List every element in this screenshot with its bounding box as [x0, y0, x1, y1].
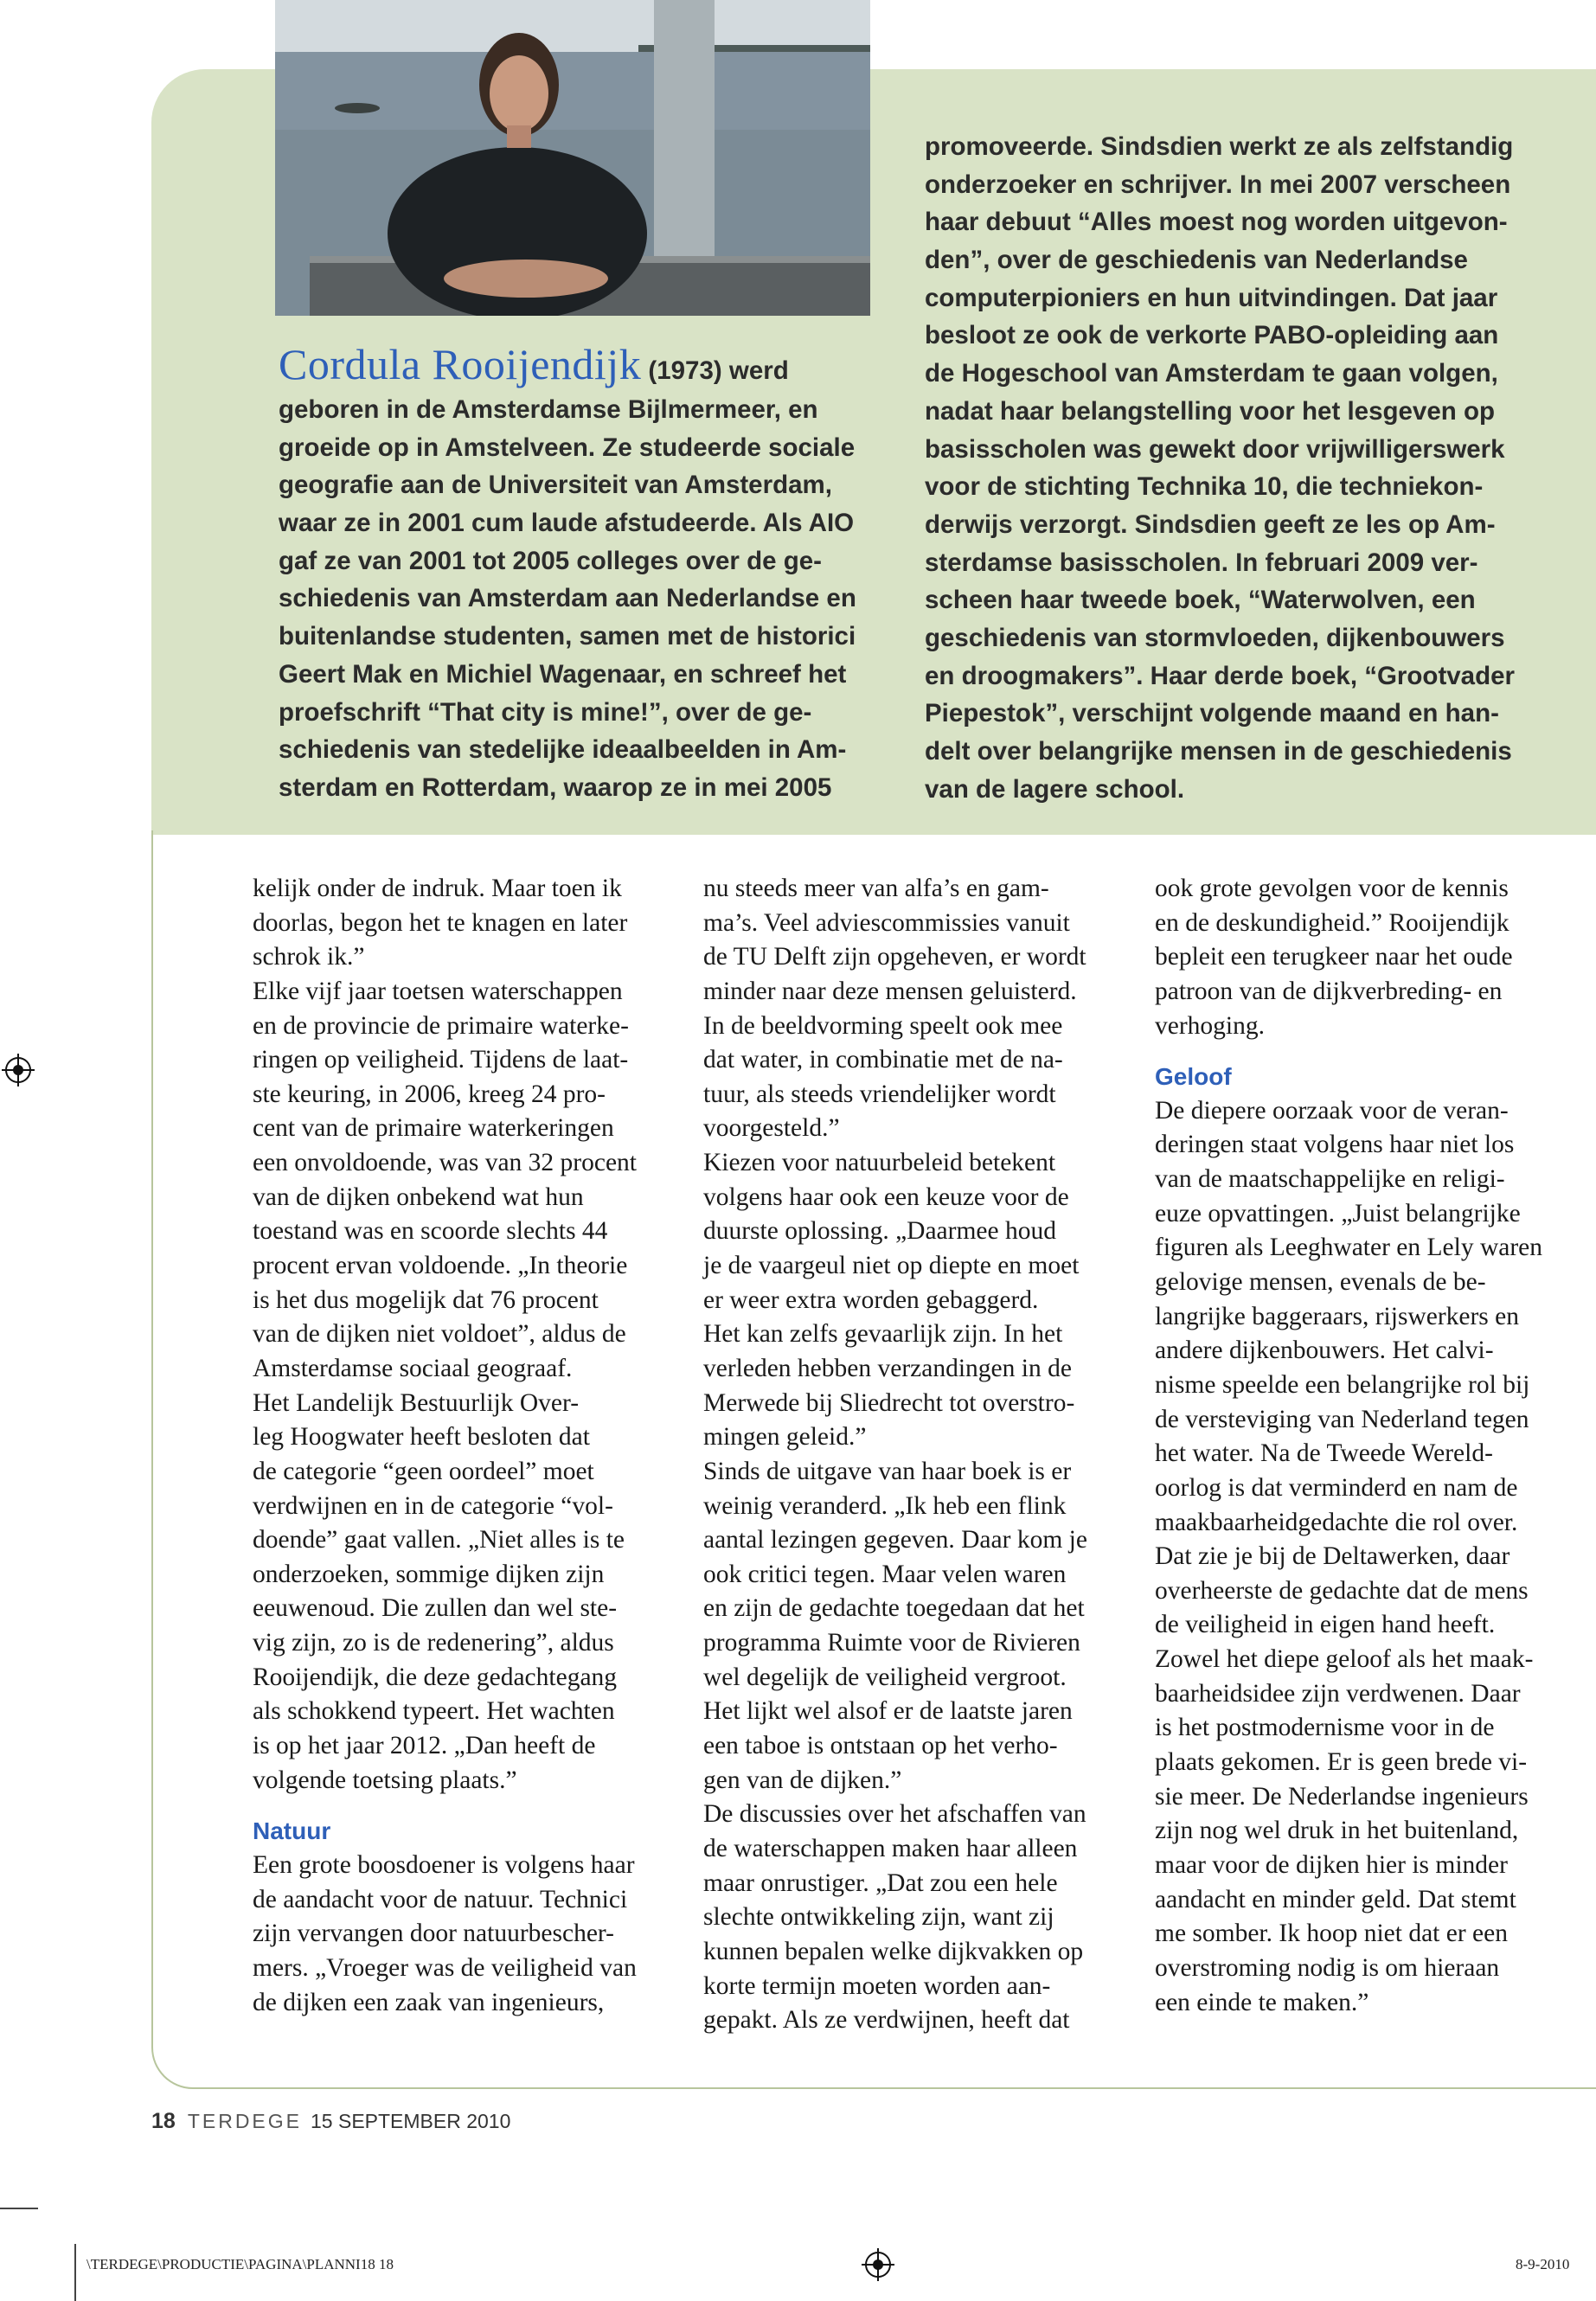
- article-text-line: korte termijn moeten worden aan-: [703, 1971, 1051, 2000]
- article-text-line: schrok ik.”: [253, 943, 365, 971]
- bio-text-line: besloot ze ook de verkorte PABO-opleiding aan: [925, 321, 1499, 350]
- bio-name: Cordula Rooijendijk: [279, 340, 642, 388]
- bio-left-lines: [279, 391, 875, 807]
- article-text-line: mingen geleid.”: [703, 1423, 867, 1452]
- article-text-line: maar voor de dijken hier is minder: [1155, 1850, 1508, 1879]
- bio-text-line: voor de stichting Technika 10, die techniekon-: [925, 472, 1484, 502]
- article-column-3: [1155, 872, 1587, 2020]
- article-text-line: De discussies over het afschaffen van: [703, 1800, 1086, 1829]
- article-text-line: je de vaargeul niet op diepte en moet: [703, 1252, 1080, 1280]
- column-1-text-continued: [253, 1849, 685, 2020]
- article-text-line: de versteviging van Nederland tegen: [1155, 1405, 1529, 1433]
- article-text-line: en de deskundigheid.” Rooijendijk: [1155, 908, 1509, 937]
- article-text-line: plaats gekomen. Er is geen brede vi-: [1155, 1748, 1528, 1777]
- bio-text-line: den”, over de geschiedenis van Nederlandse: [925, 246, 1468, 275]
- article-text-line: minder naar deze mensen geluisterd.: [703, 977, 1077, 1005]
- article-text-line: kunnen bepalen welke dijkvakken op: [703, 1937, 1084, 1965]
- bio-right-lines: [925, 128, 1565, 808]
- article-text-line: dat water, in combinatie met de na-: [703, 1046, 1063, 1074]
- article-text-line: zijn vervangen door natuurbescher-: [253, 1920, 614, 1948]
- article-text-line: In de beeldvorming speelt ook mee: [703, 1011, 1063, 1040]
- bio-text-line: groeide op in Amstelveen. Ze studeerde sociale: [279, 433, 856, 462]
- article-text-line: Kiezen voor natuurbeleid betekent: [703, 1149, 1056, 1177]
- article-text-line: ma’s. Veel adviescommissies vanuit: [703, 908, 1070, 937]
- article-text-line: Het kan zelfs gevaarlijk zijn. In het: [703, 1320, 1063, 1349]
- bio-text-line: scheen haar tweede boek, “Waterwolven, een: [925, 586, 1476, 615]
- article-text-line: volgende toetsing plaats.”: [253, 1766, 517, 1794]
- article-text-line: maar onrustiger. „Dat zou een hele: [703, 1868, 1058, 1897]
- column-2-text: [703, 872, 1136, 2038]
- article-text-line: Het Landelijk Bestuurlijk Over-: [253, 1388, 580, 1417]
- article-text-line: figuren als Leeghwater en Lely waren: [1155, 1234, 1543, 1262]
- article-text-line: weinig veranderd. „Ik heb een flink: [703, 1491, 1067, 1520]
- article-text-line: maakbaarheidgedachte die rol over.: [1155, 1508, 1518, 1536]
- article-text-line: de veiligheid in eigen hand heeft.: [1155, 1611, 1496, 1639]
- magazine-name: TERDEGE: [187, 2110, 302, 2132]
- article-text-line: is het postmodernisme voor in de: [1155, 1714, 1495, 1742]
- article-text-line: kelijk onder de indruk. Maar toen ik: [253, 875, 622, 902]
- article-text-line: me somber. Ik hoop niet dat er een: [1155, 1920, 1508, 1948]
- article-text-line: de aandacht voor de natuur. Technici: [253, 1885, 628, 1913]
- bio-text-line: sterdamse basisscholen. In februari 2009 ver-: [925, 548, 1478, 577]
- bio-text-line: geboren in de Amsterdamse Bijlmermeer, en: [279, 395, 818, 424]
- article-text-line: Elke vijf jaar toetsen waterschappen: [253, 977, 623, 1005]
- article-text-line: baarheidsidee zijn verdwenen. Daar: [1155, 1679, 1521, 1708]
- article-text-line: van de maatschappelijke en religi-: [1155, 1165, 1505, 1194]
- article-text-line: aantal lezingen gegeven. Daar kom je: [703, 1526, 1087, 1554]
- article-text-line: het water. Na de Tweede Wereld-: [1155, 1439, 1493, 1468]
- article-text-line: Amsterdamse sociaal geograaf.: [253, 1354, 573, 1382]
- article-text-line: Sinds de uitgave van haar boek is er: [703, 1457, 1072, 1485]
- bio-text-line: geschiedenis van stormvloeden, dijkenbouwers: [925, 623, 1505, 652]
- article-text-line: is het dus mogelijk dat 76 procent: [253, 1285, 599, 1314]
- bio-text-line: onderzoeker en schrijver. In mei 2007 verscheen: [925, 170, 1511, 199]
- bio-name-line: [279, 337, 875, 391]
- article-text-line: als schokkend typeert. Het wachten: [253, 1697, 615, 1726]
- article-text-line: de TU Delft zijn opgeheven, er wordt: [703, 943, 1086, 971]
- article-text-line: ste keuring, in 2006, kreeg 24 pro-: [253, 1080, 606, 1108]
- article-text-line: ook grote gevolgen voor de kennis: [1155, 875, 1509, 902]
- section-heading-natuur: Natuur: [253, 1817, 331, 1845]
- bio-text-line: schiedenis van Amsterdam aan Nederlandse en: [279, 584, 856, 613]
- slug-path: \TERDEGE\PRODUCTIE\PAGINA\PLANNI18 18: [87, 2256, 394, 2272]
- article-text-line: en zijn de gedachte toegedaan dat het: [703, 1594, 1085, 1623]
- bio-text-line: waar ze in 2001 cum laude afstudeerde. Als AIO: [279, 509, 855, 538]
- article-text-line: tuur, als steeds vriendelijker wordt: [703, 1080, 1056, 1108]
- article-text-line: Een grote boosdoener is volgens haar: [253, 1850, 635, 1879]
- bio-text-line: nadat haar belangstelling voor het lesgeven op: [925, 396, 1495, 426]
- bio-text-line: geografie aan de Universiteit van Amsterdam,: [279, 471, 832, 500]
- bio-text-line: promoveerde. Sindsdien werkt ze als zelfstandig: [925, 132, 1514, 161]
- registration-mark-icon: [5, 1057, 31, 1083]
- page-number: 18: [151, 2109, 176, 2133]
- article-text-line: de categorie “geen oordeel” moet: [253, 1457, 594, 1485]
- article-text-line: Rooijendijk, die deze gedachtegang: [253, 1663, 618, 1691]
- article-text-line: en de provincie de primaire waterke-: [253, 1011, 629, 1040]
- slug-vertical-rule: [74, 2244, 76, 2301]
- issue-date: 15 SEPTEMBER 2010: [311, 2110, 511, 2132]
- bio-text-line: en droogmakers”. Haar derde boek, “Grootvader: [925, 661, 1515, 690]
- portrait-illustration: [275, 0, 870, 316]
- bio-text-line: haar debuut “Alles moest nog worden uitgevon-: [925, 208, 1508, 237]
- article-text-line: Het lijkt wel alsof er de laatste jaren: [703, 1697, 1073, 1726]
- article-text-line: Zowel het diepe geloof als het maak-: [1155, 1645, 1534, 1674]
- article-text-line: slechte ontwikkeling zijn, want zij: [703, 1903, 1054, 1932]
- column-3-text: [1155, 872, 1587, 1043]
- article-text-line: Merwede bij Sliedrecht tot overstro-: [703, 1388, 1075, 1417]
- article-text-line: wel degelijk de veiligheid vergroot.: [703, 1663, 1067, 1691]
- article-text-line: doorlas, begon het te knagen en later: [253, 908, 628, 937]
- article-text-line: oorlog is dat verminderd en nam de: [1155, 1473, 1518, 1502]
- article-text-line: verhoging.: [1155, 1011, 1265, 1040]
- bio-text-line: delt over belangrijke mensen in de geschiedenis: [925, 737, 1512, 766]
- page-footer: [151, 2109, 510, 2134]
- article-text-line: patroon van de dijkverbreding- en: [1155, 977, 1503, 1005]
- slug-left-rule: [0, 2208, 38, 2209]
- article-text-line: een einde te maken.”: [1155, 1988, 1369, 2016]
- article-text-line: doende” gaat vallen. „Niet alles is te: [253, 1526, 625, 1554]
- article-text-line: de dijken een zaak van ingenieurs,: [253, 1988, 605, 2016]
- article-text-line: verdwijnen en in de categorie “vol-: [253, 1491, 613, 1520]
- bio-right-column: [925, 128, 1565, 808]
- bio-text-line: Geert Mak en Michiel Wagenaar, en schreef het: [279, 659, 847, 689]
- article-text-line: deringen staat volgens haar niet los: [1155, 1131, 1515, 1159]
- article-text-line: aandacht en minder geld. Dat stemt: [1155, 1885, 1516, 1913]
- article-text-line: gen van de dijken.”: [703, 1766, 902, 1794]
- bio-years: (1973) werd: [641, 356, 789, 385]
- article-text-line: ringen op veiligheid. Tijdens de laat-: [253, 1046, 629, 1074]
- article-text-line: cent van de primaire waterkeringen: [253, 1114, 614, 1143]
- article-text-line: van de dijken onbekend wat hun: [253, 1183, 584, 1211]
- article-text-line: zijn nog wel druk in het buitenland,: [1155, 1817, 1519, 1845]
- article-text-line: langrijke baggeraars, rijswerkers en: [1155, 1302, 1520, 1330]
- portrait-photo: [275, 0, 870, 316]
- article-text-line: eeuwenoud. Die zullen dan wel ste-: [253, 1594, 618, 1623]
- article-text-line: Dat zie je bij de Deltawerken, daar: [1155, 1542, 1510, 1571]
- article-text-line: sie meer. De Nederlandse ingenieurs: [1155, 1782, 1529, 1811]
- bio-text-line: buitenlandse studenten, samen met de historici: [279, 622, 856, 651]
- article-text-line: een onvoldoende, was van 32 procent: [253, 1149, 637, 1177]
- bio-left-column: [279, 337, 875, 807]
- article-text-line: van de dijken niet voldoet”, aldus de: [253, 1320, 626, 1349]
- article-text-line: volgens haar ook een keuze voor de: [703, 1183, 1069, 1211]
- slug-date: 8-9-2010: [1516, 2256, 1570, 2272]
- article-text-line: toestand was en scoorde slechts 44: [253, 1217, 608, 1246]
- article-text-line: gepakt. Als ze verdwijnen, heeft dat: [703, 2006, 1070, 2035]
- article-text-line: is op het jaar 2012. „Dan heeft de: [253, 1732, 596, 1760]
- article-text-line: overheerste de gedachte dat de mens: [1155, 1576, 1529, 1605]
- bio-text-line: basisscholen was gewekt door vrijwilligerswerk: [925, 434, 1505, 464]
- article-text-line: nu steeds meer van alfa’s en gam-: [703, 875, 1049, 902]
- bio-text-line: sterdam en Rotterdam, waarop ze in mei 2005: [279, 772, 832, 802]
- article-text-line: nisme speelde een belangrijke rol bij: [1155, 1370, 1530, 1399]
- article-text-line: vig zijn, zo is de redenering”, aldus: [253, 1629, 614, 1657]
- article-column-2: [703, 872, 1136, 2038]
- bio-text-line: proefschrift “That city is mine!”, over de ge-: [279, 697, 812, 727]
- article-text-line: een taboe is ontstaan op het verho-: [703, 1732, 1058, 1760]
- article-text-line: procent ervan voldoende. „In theorie: [253, 1252, 628, 1280]
- article-text-line: onderzoeken, sommige dijken zijn: [253, 1560, 605, 1588]
- article-text-line: voorgesteld.”: [703, 1114, 840, 1143]
- section-heading-geloof: Geloof: [1155, 1063, 1232, 1091]
- bio-text-line: van de lagere school.: [925, 774, 1185, 804]
- article-text-line: er weer extra worden gebaggerd.: [703, 1285, 1039, 1314]
- article-text-line: programma Ruimte voor de Rivieren: [703, 1629, 1080, 1657]
- article-text-line: leg Hoogwater heeft besloten dat: [253, 1423, 590, 1452]
- article-text-line: de waterschappen maken haar alleen: [703, 1834, 1078, 1862]
- article-text-line: overstroming nodig is om hieraan: [1155, 1953, 1500, 1982]
- article-text-line: euze opvattingen. „Juist belangrijke: [1155, 1199, 1521, 1227]
- registration-mark-icon: [865, 2252, 891, 2278]
- column-3-text-continued: [1155, 1094, 1587, 2020]
- article-text-line: andere dijkenbouwers. Het calvi-: [1155, 1336, 1494, 1365]
- article-text-line: duurste oplossing. „Daarmee houd: [703, 1217, 1056, 1246]
- article-text-line: mers. „Vroeger was de veiligheid van: [253, 1953, 637, 1982]
- bio-text-line: computerpioniers en hun uitvindingen. Dat jaar: [925, 283, 1498, 312]
- article-text-line: De diepere oorzaak voor de veran-: [1155, 1096, 1509, 1125]
- bio-text-line: Piepestok”, verschijnt volgende maand en han-: [925, 699, 1499, 728]
- bio-text-line: derwijs verzorgt. Sindsdien geeft ze les op Am-: [925, 510, 1496, 539]
- article-text-line: gelovige mensen, evenals de be-: [1155, 1268, 1486, 1297]
- bio-text-line: gaf ze van 2001 tot 2005 colleges over de ge-: [279, 546, 822, 575]
- article-text-line: ook critici tegen. Maar velen waren: [703, 1560, 1067, 1588]
- bio-text-line: de Hogeschool van Amsterdam te gaan volgen,: [925, 359, 1498, 388]
- article-text-line: verleden hebben verzandingen in de: [703, 1354, 1072, 1382]
- article-text-line: bepleit een terugkeer naar het oude: [1155, 943, 1513, 971]
- bio-text-line: schiedenis van stedelijke ideaalbeelden in Am-: [279, 735, 847, 765]
- column-1-text: [253, 872, 685, 1798]
- article-column-1: [253, 872, 685, 2020]
